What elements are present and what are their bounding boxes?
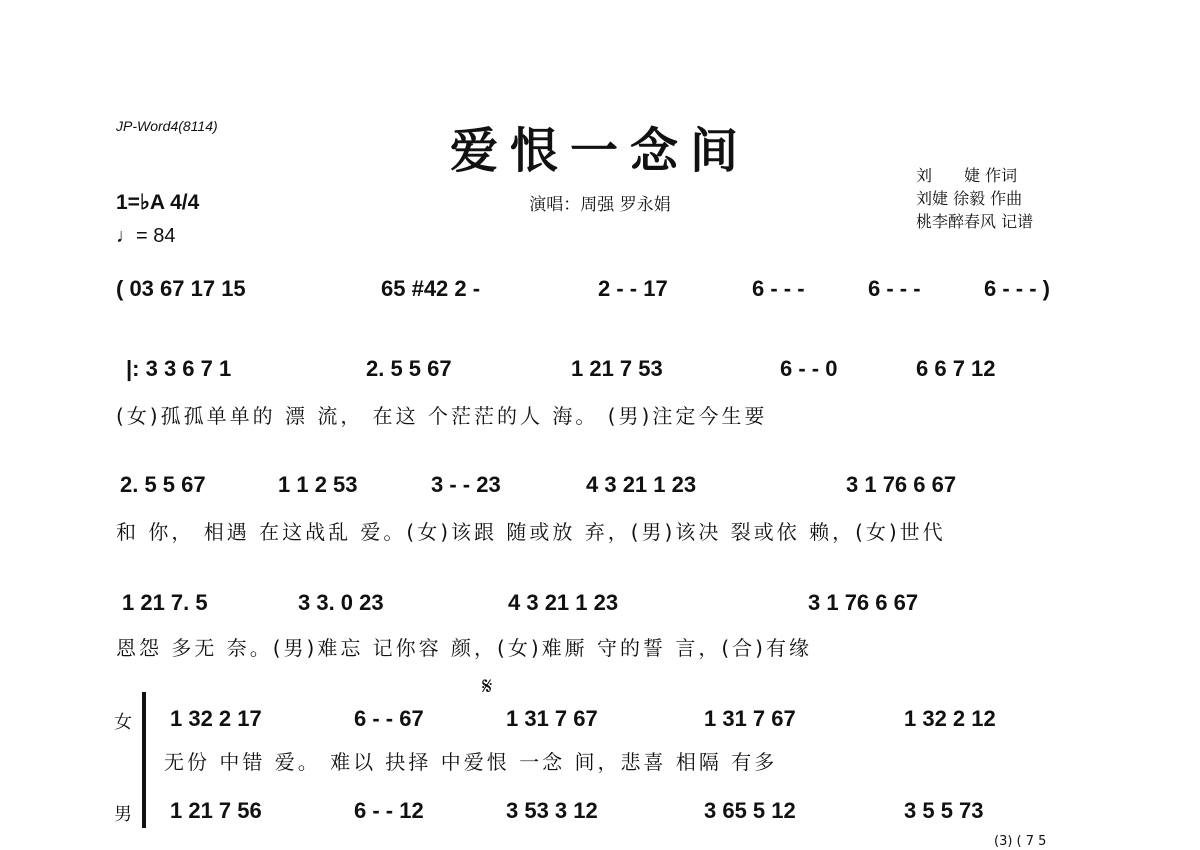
lyricist-credit: 刘 婕 作词: [916, 166, 1018, 185]
system-chorus-female: [164, 700, 1086, 740]
voice-label-female: 女: [114, 712, 132, 733]
system-verse-1: [116, 350, 1086, 390]
measure-6: 6 - - - ): [984, 276, 1050, 301]
system-intro: [116, 268, 1086, 314]
system-verse-3: [116, 584, 1086, 624]
measure-24: 1 31 7 67: [704, 706, 796, 731]
singer-line: 演唱：周强 罗永娟: [529, 195, 671, 215]
system-chorus-male: [164, 792, 1086, 832]
measure-25: 1 32 2 12: [904, 706, 996, 731]
measure-20: 3 1 76 6 67: [808, 590, 919, 615]
measure-13: 1 1 2 53: [278, 472, 358, 497]
measure-1: ( 03 67 17 15: [116, 276, 246, 301]
song-title: 爱恨一念间: [449, 123, 750, 179]
measure-3: 2 - - 17: [598, 276, 668, 301]
transcriber-credit: 桃李醉春风 记谱: [916, 212, 1034, 231]
measure-15: 4 3 21 1 23: [586, 472, 697, 497]
measure-17: 1 21 7. 5: [122, 590, 208, 615]
lyric-line-4: 无份 中错 爱。 难以 抉择 中爱恨 一念 间，悲喜 相隔 有多: [164, 750, 778, 774]
system-verse-2: [116, 466, 1086, 506]
measure-30: 3 5 5 73: [904, 798, 984, 823]
measure-21: 1 32 2 17: [170, 706, 262, 731]
footnote-next: (3) ( 7 5: [994, 834, 1047, 849]
measure-29: 3 65 5 12: [704, 798, 796, 823]
measure-12: 2. 5 5 67: [120, 472, 206, 497]
measure-18: 3 3. 0 23: [298, 590, 384, 615]
composer-credit: 刘婕 徐毅 作曲: [916, 189, 1023, 208]
staff-bracket: [142, 692, 146, 828]
voice-label-male: 男: [114, 804, 132, 825]
measure-8: 2. 5 5 67: [366, 356, 452, 381]
measure-28: 3 53 3 12: [506, 798, 598, 823]
measure-4: 6 - - -: [752, 276, 805, 301]
source-label: JP-Word4(8114): [116, 118, 218, 134]
measure-2: 65 #42 2 -: [381, 276, 481, 301]
measure-5: 6 - - -: [868, 276, 921, 301]
measure-23: 1 31 7 67: [506, 706, 598, 731]
measure-9: 1 21 7 53: [571, 356, 663, 381]
measure-7: |: 3 3 6 7 1: [126, 356, 232, 381]
measure-27: 6 - - 12: [354, 798, 424, 823]
lyric-line-1: (女)孤孤单单的 漂 流， 在这 个茫茫的人 海。 (男)注定今生要: [116, 404, 768, 428]
lyric-line-2: 和 你， 相遇 在这战乱 爱。(女)该跟 随或放 弃，(男)该决 裂或依 赖，(女)世代: [116, 520, 946, 544]
measure-11: 6 6 7 12: [916, 356, 996, 381]
measure-22: 6 - - 67: [354, 706, 424, 731]
measure-10: 6 - - 0: [780, 356, 838, 381]
measure-26: 1 21 7 56: [170, 798, 262, 823]
tempo-marking: ♩= 84: [116, 225, 176, 247]
key-signature: 1=♭A 4/4: [116, 191, 200, 214]
measure-14: 3 - - 23: [431, 472, 501, 497]
lyric-line-3: 恩怨 多无 奈。(男)难忘 记你容 颜，(女)难厮 守的誓 言，(合)有缘: [116, 636, 812, 660]
measure-16: 3 1 76 6 67: [846, 472, 957, 497]
credits-block: [916, 164, 1033, 233]
segno-sign: 𝄋: [482, 672, 493, 700]
measure-19: 4 3 21 1 23: [508, 590, 619, 615]
